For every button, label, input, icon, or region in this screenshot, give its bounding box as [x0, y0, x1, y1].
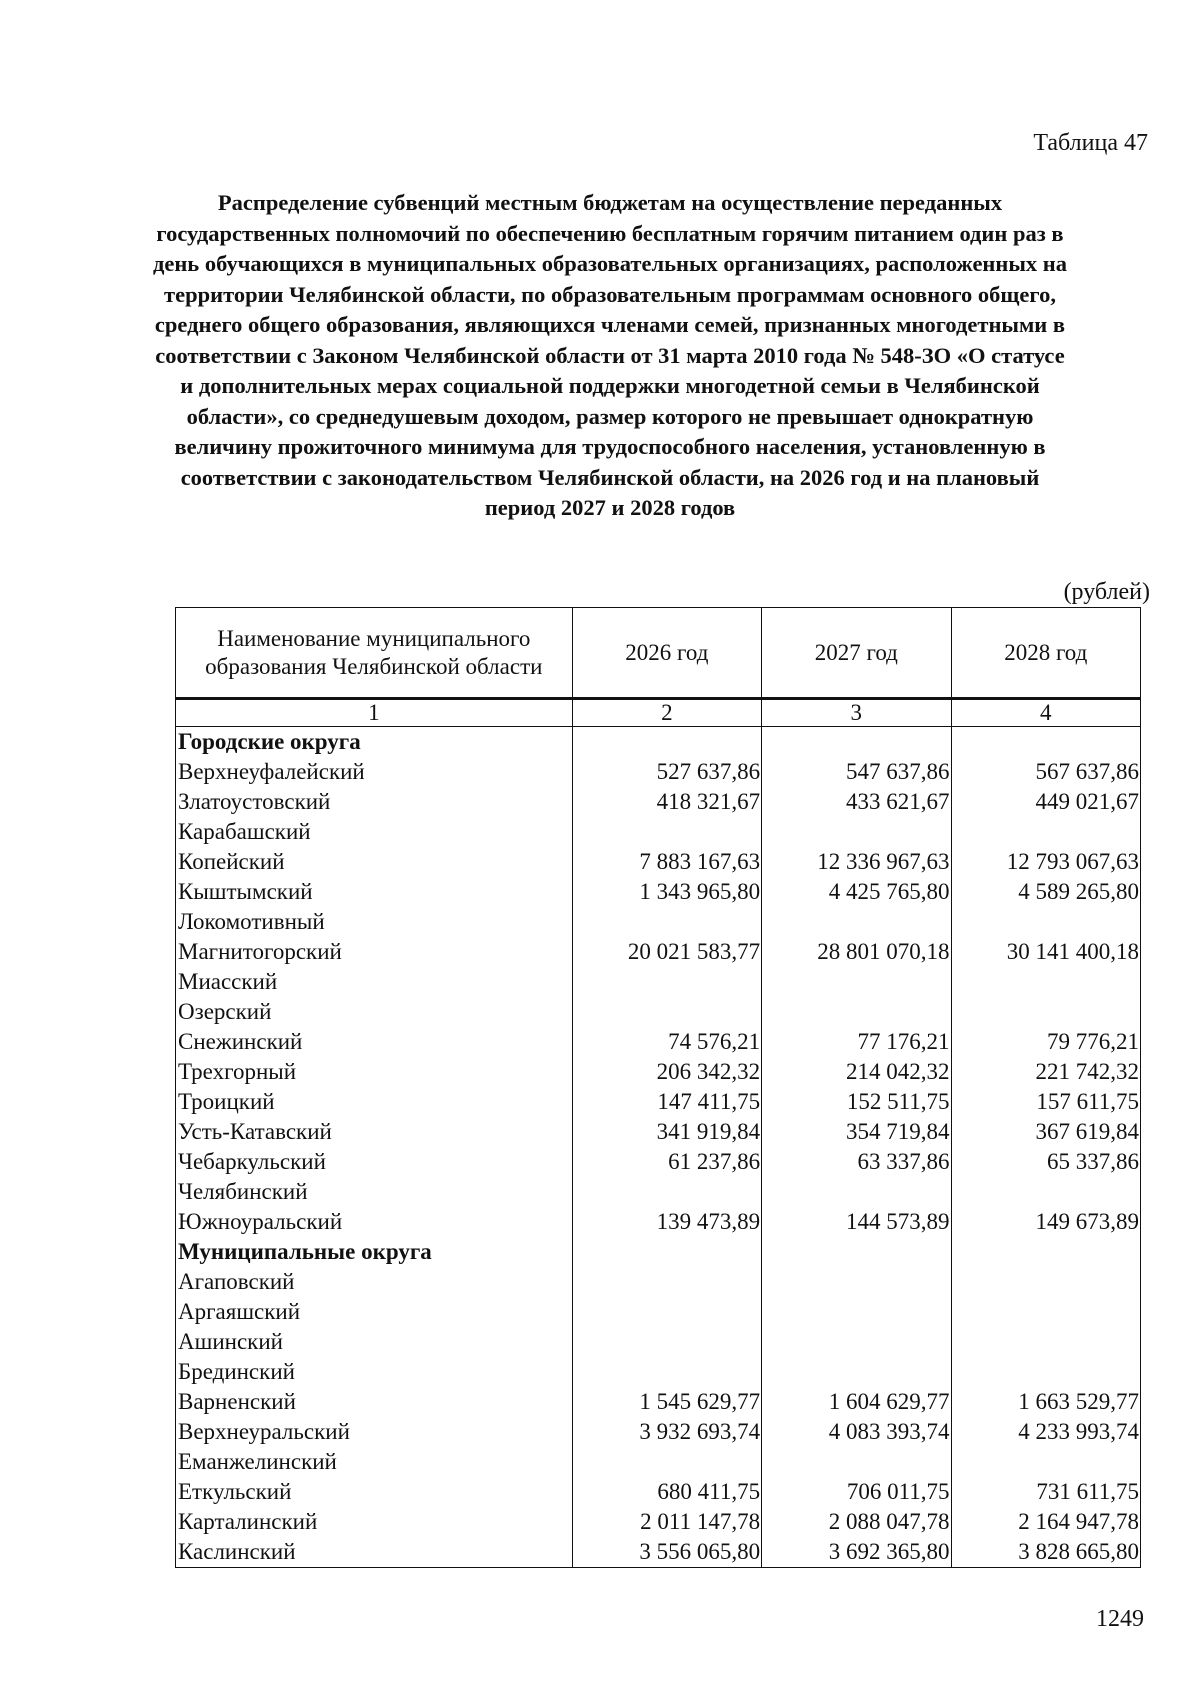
section-title: Муниципальные округа [176, 1237, 573, 1267]
amount-2027: 2 088 047,78 [762, 1507, 951, 1537]
column-number-row [176, 699, 1141, 727]
amount-2026 [572, 817, 761, 847]
header-2028: 2028 год [951, 608, 1140, 699]
header-name: Наименование муниципального образования Челябинской области [176, 608, 573, 699]
table-row [176, 1147, 1141, 1177]
table-cell [951, 727, 1140, 758]
amount-2026: 418 321,67 [572, 787, 761, 817]
municipality-name: Локомотивный [176, 907, 573, 937]
amount-2028 [951, 997, 1140, 1027]
amount-2027: 77 176,21 [762, 1027, 951, 1057]
amount-2028: 157 611,75 [951, 1087, 1140, 1117]
amount-2027: 706 011,75 [762, 1477, 951, 1507]
table-row [176, 997, 1141, 1027]
amount-2026 [572, 1327, 761, 1357]
amount-2026: 20 021 583,77 [572, 937, 761, 967]
amount-2027 [762, 817, 951, 847]
amount-2028: 79 776,21 [951, 1027, 1140, 1057]
amount-2027 [762, 1327, 951, 1357]
amount-2026: 139 473,89 [572, 1207, 761, 1237]
amount-2027: 354 719,84 [762, 1117, 951, 1147]
municipality-name: Карабашский [176, 817, 573, 847]
amount-2026: 1 343 965,80 [572, 877, 761, 907]
amount-2026: 680 411,75 [572, 1477, 761, 1507]
table-row [176, 937, 1141, 967]
amount-2028: 4 233 993,74 [951, 1417, 1140, 1447]
table-row [176, 1057, 1141, 1087]
amount-2026 [572, 1297, 761, 1327]
municipality-name: Снежинский [176, 1027, 573, 1057]
table-row [176, 1357, 1141, 1387]
municipality-name: Варненский [176, 1387, 573, 1417]
amount-2026: 206 342,32 [572, 1057, 761, 1087]
municipality-name: Аргаяшский [176, 1297, 573, 1327]
document-title: Распределение субвенций местным бюджетам на осуществление переданных государственных полномочий по обеспечению бесплатным горячим питанием один раз в день обучающихся в муниципальных образовательных организациях, расположенных на территории Челябинской области, по образовательным программам основного общего, среднего общего образования, являющихся членами семей, признанных многодетными в соответствии с Законом Челябинской области от 31 марта 2010 года № 548-ЗО «О статусе и дополнительных мерах социальной поддержки многодетной семьи в Челябинской области», со среднедушевым доходом, размер которого не превышает однократную величину прожиточного минимума для трудоспособного населения, установленную в соответствии с законодательством Челябинской области, на 2026 год и на плановый период 2027 и 2028 годов [152, 190, 1068, 520]
table-label: Таблица 47 [1033, 130, 1148, 156]
amount-2026: 61 237,86 [572, 1147, 761, 1177]
municipality-name: Трехгорный [176, 1057, 573, 1087]
amount-2026 [572, 997, 761, 1027]
amount-2027: 144 573,89 [762, 1207, 951, 1237]
header-row [176, 608, 1141, 699]
amount-2026 [572, 1447, 761, 1477]
amount-2028: 4 589 265,80 [951, 877, 1140, 907]
amount-2026 [572, 1267, 761, 1297]
municipality-name: Еманжелинский [176, 1447, 573, 1477]
amount-2026: 74 576,21 [572, 1027, 761, 1057]
table-row [176, 1087, 1141, 1117]
amount-2026: 3 556 065,80 [572, 1537, 761, 1568]
amount-2026: 7 883 167,63 [572, 847, 761, 877]
table-cell [572, 727, 761, 758]
amount-2026: 2 011 147,78 [572, 1507, 761, 1537]
table-body [176, 727, 1141, 1568]
subvention-table [175, 607, 1141, 1568]
amount-2028: 1 663 529,77 [951, 1387, 1140, 1417]
table-row [176, 1507, 1141, 1537]
amount-2026: 341 919,84 [572, 1117, 761, 1147]
table-cell [951, 1237, 1140, 1267]
table-row [176, 1417, 1141, 1447]
municipality-name: Магнитогорский [176, 937, 573, 967]
column-number: 2 [572, 699, 761, 727]
municipality-name: Карталинский [176, 1507, 573, 1537]
municipality-name: Верхнеуфалейский [176, 757, 573, 787]
amount-2028: 65 337,86 [951, 1147, 1140, 1177]
amount-2028 [951, 1177, 1140, 1207]
table-row [176, 1177, 1141, 1207]
amount-2028 [951, 907, 1140, 937]
amount-2028: 3 828 665,80 [951, 1537, 1140, 1568]
municipality-name: Южноуральский [176, 1207, 573, 1237]
units-label: (рублей) [1063, 579, 1150, 605]
amount-2027 [762, 907, 951, 937]
amount-2027: 4 083 393,74 [762, 1417, 951, 1447]
table-row [176, 1117, 1141, 1147]
table-row [176, 1027, 1141, 1057]
municipality-name: Ашинский [176, 1327, 573, 1357]
amount-2026: 147 411,75 [572, 1087, 761, 1117]
amount-2028: 449 021,67 [951, 787, 1140, 817]
table-row [176, 907, 1141, 937]
amount-2026: 527 637,86 [572, 757, 761, 787]
municipality-name: Чебаркульский [176, 1147, 573, 1177]
amount-2027 [762, 1267, 951, 1297]
amount-2027 [762, 1357, 951, 1387]
amount-2028 [951, 1447, 1140, 1477]
table-row [176, 847, 1141, 877]
column-number: 1 [176, 699, 573, 727]
municipality-name: Еткульский [176, 1477, 573, 1507]
amount-2028 [951, 1357, 1140, 1387]
amount-2028: 567 637,86 [951, 757, 1140, 787]
amount-2027: 28 801 070,18 [762, 937, 951, 967]
section-title: Городские округа [176, 727, 573, 758]
amount-2027: 63 337,86 [762, 1147, 951, 1177]
municipality-name: Троицкий [176, 1087, 573, 1117]
amount-2028 [951, 1267, 1140, 1297]
amount-2027 [762, 1177, 951, 1207]
amount-2028 [951, 1297, 1140, 1327]
section-row [176, 727, 1141, 758]
amount-2028 [951, 1327, 1140, 1357]
amount-2027: 214 042,32 [762, 1057, 951, 1087]
amount-2028 [951, 967, 1140, 997]
table-row [176, 877, 1141, 907]
amount-2028: 367 619,84 [951, 1117, 1140, 1147]
amount-2027 [762, 1297, 951, 1327]
header-2027: 2027 год [762, 608, 951, 699]
table-row [176, 1267, 1141, 1297]
table-row [176, 1447, 1141, 1477]
municipality-name: Усть-Катавский [176, 1117, 573, 1147]
amount-2028: 221 742,32 [951, 1057, 1140, 1087]
table-row [176, 787, 1141, 817]
amount-2026 [572, 907, 761, 937]
column-number: 3 [762, 699, 951, 727]
amount-2026 [572, 1177, 761, 1207]
amount-2028: 731 611,75 [951, 1477, 1140, 1507]
table-row [176, 1387, 1141, 1417]
table-row [176, 1537, 1141, 1568]
table-row [176, 1297, 1141, 1327]
section-row [176, 1237, 1141, 1267]
municipality-name: Агаповский [176, 1267, 573, 1297]
amount-2027 [762, 997, 951, 1027]
amount-2027: 4 425 765,80 [762, 877, 951, 907]
municipality-name: Брединский [176, 1357, 573, 1387]
amount-2026 [572, 1357, 761, 1387]
amount-2028: 12 793 067,63 [951, 847, 1140, 877]
header-2026: 2026 год [572, 608, 761, 699]
amount-2026: 1 545 629,77 [572, 1387, 761, 1417]
municipality-name: Озерский [176, 997, 573, 1027]
amount-2027: 3 692 365,80 [762, 1537, 951, 1568]
municipality-name: Кыштымский [176, 877, 573, 907]
municipality-name: Златоустовский [176, 787, 573, 817]
column-number: 4 [951, 699, 1140, 727]
amount-2027: 1 604 629,77 [762, 1387, 951, 1417]
municipality-name: Копейский [176, 847, 573, 877]
table-cell [762, 727, 951, 758]
amount-2028: 149 673,89 [951, 1207, 1140, 1237]
table-row [176, 967, 1141, 997]
amount-2027: 547 637,86 [762, 757, 951, 787]
amount-2027 [762, 1447, 951, 1477]
amount-2027: 152 511,75 [762, 1087, 951, 1117]
amount-2028: 2 164 947,78 [951, 1507, 1140, 1537]
amount-2026 [572, 967, 761, 997]
municipality-name: Каслинский [176, 1537, 573, 1568]
municipality-name: Челябинский [176, 1177, 573, 1207]
page-number: 1249 [1096, 1606, 1144, 1632]
amount-2027: 433 621,67 [762, 787, 951, 817]
table-row [176, 1207, 1141, 1237]
amount-2026: 3 932 693,74 [572, 1417, 761, 1447]
municipality-name: Верхнеуральский [176, 1417, 573, 1447]
table-cell [572, 1237, 761, 1267]
amount-2027 [762, 967, 951, 997]
table-row [176, 817, 1141, 847]
amount-2027: 12 336 967,63 [762, 847, 951, 877]
table-row [176, 757, 1141, 787]
table-row [176, 1477, 1141, 1507]
table-row [176, 1327, 1141, 1357]
amount-2028: 30 141 400,18 [951, 937, 1140, 967]
municipality-name: Миасский [176, 967, 573, 997]
amount-2028 [951, 817, 1140, 847]
table-cell [762, 1237, 951, 1267]
